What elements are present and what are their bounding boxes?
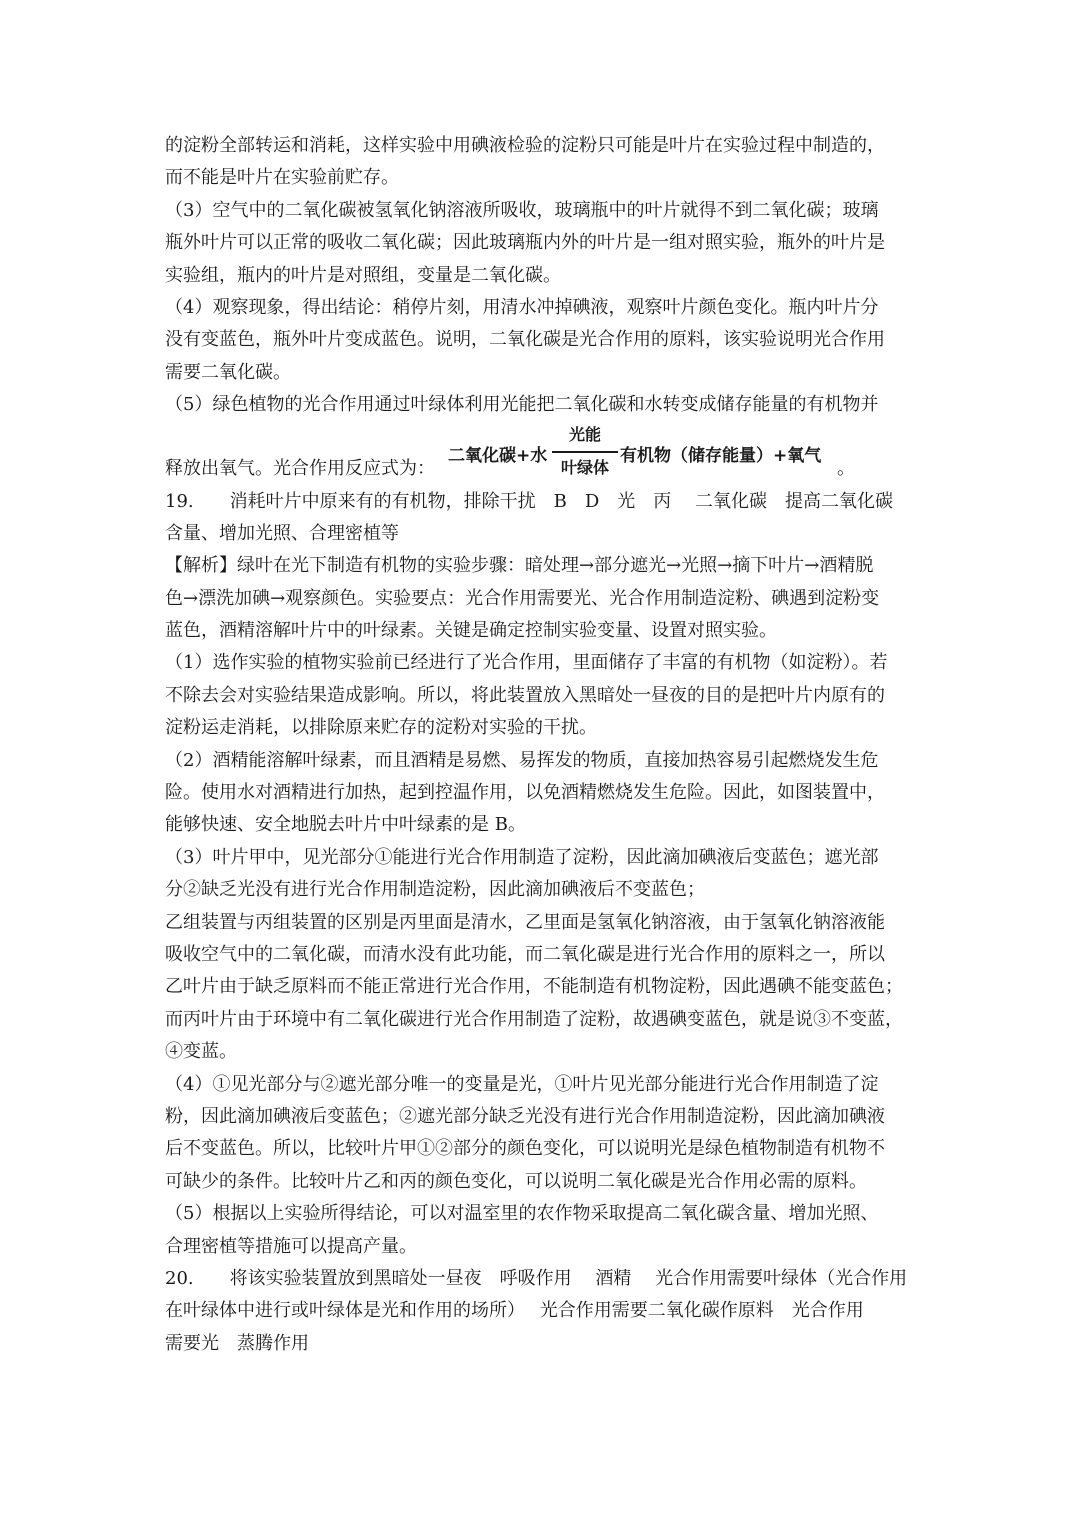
text-line: 后不变蓝色。所以，比较叶片甲①②部分的颜色变化，可以说明光是绿色植物制造有机物不 <box>165 1138 885 1160</box>
text-line: 没有变蓝色，瓶外叶片变成蓝色。说明，二氧化碳是光合作用的原料，该实验说明光合作用 <box>165 329 885 351</box>
section-top <box>165 130 925 422</box>
text-line: 实验组，瓶内的叶片是对照组，变量是二氧化碳。 <box>165 264 561 286</box>
text-line: 乙叶片由于缺乏原料而不能正常进行光合作用，不能制造有机物淀粉，因此遇碘不能变蓝色； <box>165 976 903 998</box>
text-line: 在叶绿体中进行或叶绿体是光和作用的场所） 光合作用需要二氧化碳作原料 光合作用 <box>165 1300 864 1322</box>
equation-condition-light: 光能 <box>568 424 601 444</box>
text-line: 而丙叶片由于环境中有二氧化碳进行光合作用制造了淀粉，故遇碘变蓝色，就是说③不变蓝， <box>165 1008 903 1030</box>
text-line: 19. 消耗叶片中原来有的有机物，排除干扰 B D 光 丙 二氧化碳 提高二氧化碳 <box>165 490 894 512</box>
text-line: 而不能是叶片在实验前贮存。 <box>165 167 399 189</box>
text-line: （5）绿色植物的光合作用通过叶绿体利用光能把二氧化碳和水转变成储存能量的有机物并 <box>165 394 879 416</box>
text-line: 蓝色，酒精溶解叶片中的叶绿素。关键是确定控制实验变量、设置对照实验。 <box>165 620 777 642</box>
equation-products: 有机物（储存能量）+氧气 <box>620 445 822 466</box>
photosynthesis-equation-line <box>165 422 925 486</box>
text-line: 险。使用水对酒精进行加热，起到控温作用，以免酒精燃烧发生危险。因此，如图装置中， <box>165 782 885 804</box>
text-line: ④变蓝。 <box>165 1041 237 1063</box>
text-line: 瓶外叶片可以正常的吸收二氧化碳；因此玻璃瓶内外的叶片是一组对照实验，瓶外的叶片是 <box>165 232 885 254</box>
text-line: 需要二氧化碳。 <box>165 361 291 383</box>
equation-reaction-line <box>552 451 618 453</box>
equation-end-punctuation: 。 <box>837 457 855 479</box>
text-line: 的淀粉全部转运和消耗，这样实验中用碘液检验的淀粉只可能是叶片在实验过程中制造的， <box>165 135 885 156</box>
text-line: 粉，因此滴加碘液后变蓝色；②遮光部分缺乏光没有进行光合作用制造淀粉，因此滴加碘液 <box>165 1105 885 1127</box>
text-line: 20. 将该实验装置放到黑暗处一昼夜 呼吸作用 酒精 光合作用需要叶绿体（光合作用 <box>165 1267 908 1289</box>
text-line: 不除去会对实验结果造成影响。所以，将此装置放入黑暗处一昼夜的目的是把叶片内原有的 <box>165 684 885 706</box>
photosynthesis-equation <box>448 422 848 482</box>
equation-reactants: 二氧化碳+水 <box>448 445 548 466</box>
section-bottom <box>165 486 925 1361</box>
text-line: 乙组装置与丙组装置的区别是丙里面是清水，乙里面是氢氧化钠溶液，由于氢氧化钠溶液能 <box>165 911 885 933</box>
text-line: 合理密植等措施可以提高产量。 <box>165 1235 417 1257</box>
answer-text-body <box>165 130 925 1360</box>
equation-lead-text: 释放出氧气。光合作用反应式为： <box>165 457 435 479</box>
text-line: （5）根据以上实验所得结论，可以对温室里的农作物采取提高二氧化碳含量、增加光照、 <box>165 1203 879 1225</box>
text-line: （3）叶片甲中，见光部分①能进行光合作用制造了淀粉，因此滴加碘液后变蓝色；遮光部 <box>165 846 879 868</box>
text-line: （4）①见光部分与②遮光部分唯一的变量是光，①叶片见光部分能进行光合作用制造了淀 <box>165 1073 879 1095</box>
text-line: （2）酒精能溶解叶绿素，而且酒精是易燃、易挥发的物质，直接加热容易引起燃烧发生危 <box>165 749 879 771</box>
text-line: 色→漂洗加碘→观察颜色。实验要点：光合作用需要光、光合作用制造淀粉、碘遇到淀粉变 <box>165 587 880 609</box>
text-line: （1）选作实验的植物实验前已经进行了光合作用，里面储存了丰富的有机物（如淀粉）。若 <box>165 652 888 674</box>
text-line: 需要光 蒸腾作用 <box>165 1332 309 1354</box>
text-line: （4）观察现象，得出结论：稍停片刻，用清水冲掉碘液，观察叶片颜色变化。瓶内叶片分 <box>165 296 879 318</box>
text-line: 可缺少的条件。比较叶片乙和丙的颜色变化，可以说明二氧化碳是光合作用必需的原料。 <box>165 1170 867 1192</box>
text-line: 淀粉运走消耗，以排除原来贮存的淀粉对实验的干扰。 <box>165 717 597 739</box>
text-line: 【解析】绿叶在光下制造有机物的实验步骤：暗处理→部分遮光→光照→摘下叶片→酒精脱 <box>165 555 874 577</box>
equation-condition-chloroplast: 叶绿体 <box>560 457 609 477</box>
text-line: （3）空气中的二氧化碳被氢氧化钠溶液所吸收，玻璃瓶中的叶片就得不到二氧化碳；玻璃 <box>165 199 879 221</box>
text-line: 吸收空气中的二氧化碳，而清水没有此功能，而二氧化碳是进行光合作用的原料之一，所以 <box>165 943 885 965</box>
text-line: 含量、增加光照、合理密植等 <box>165 522 399 544</box>
text-line: 能够快速、安全地脱去叶片中叶绿素的是 B。 <box>165 814 526 836</box>
text-line: 分②缺乏光没有进行光合作用制造淀粉，因此滴加碘液后不变蓝色； <box>165 879 705 901</box>
